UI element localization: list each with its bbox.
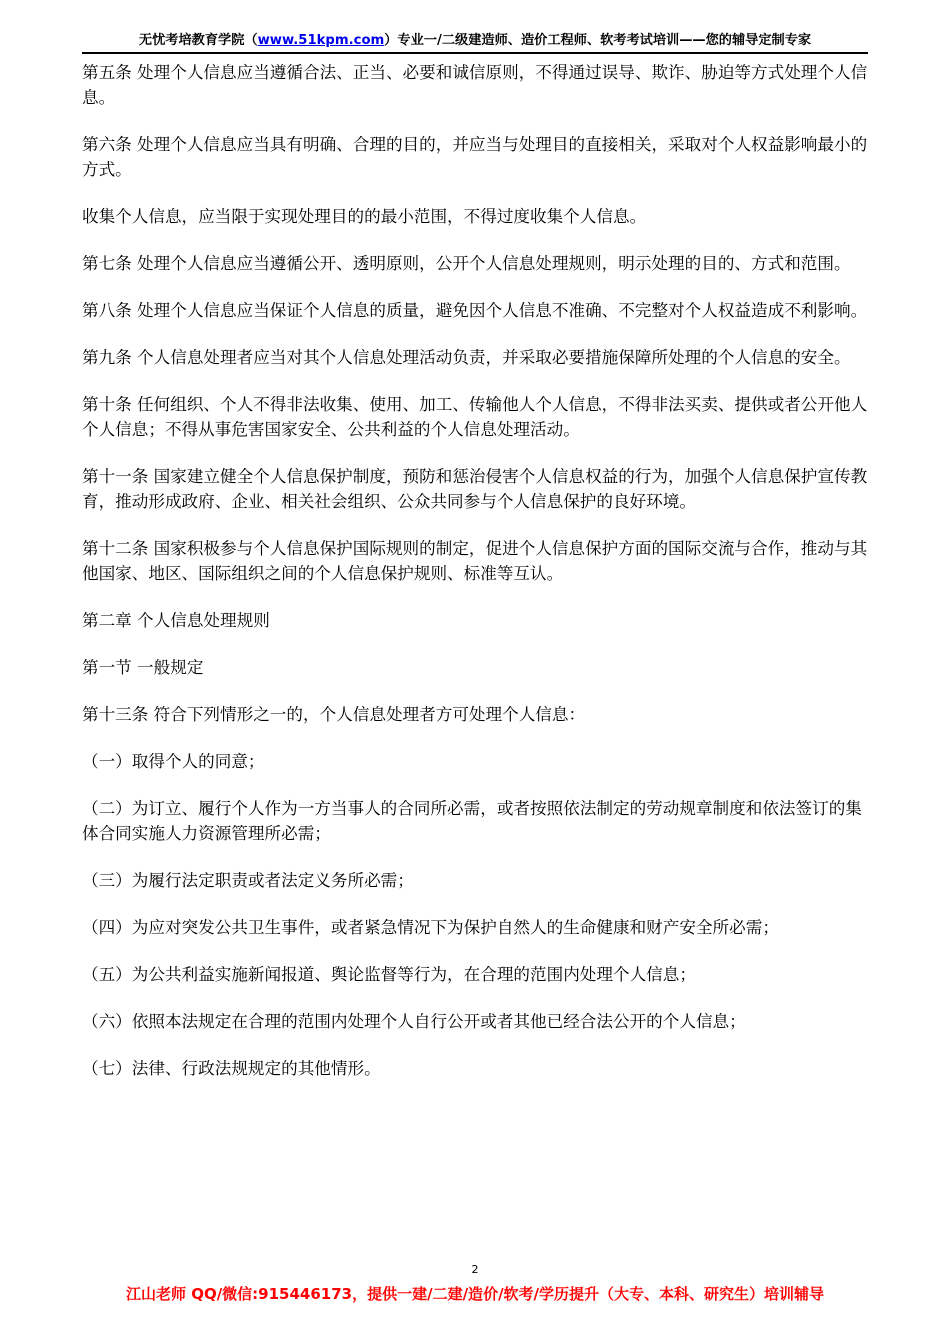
header-link[interactable]: www.51kpm.com [257, 33, 385, 48]
article-9: 第九条 个人信息处理者应当对其个人信息处理活动负责，并采取必要措施保障所处理的个人信息的安全。 [82, 348, 851, 367]
section-heading: 第一节 一般规定 [82, 658, 204, 677]
page-footer: 江山老师 QQ/微信:915446173，提供一建/二建/造价/软考/学历提升（大专、本科、研究生）培训辅导 [125, 1285, 825, 1303]
header-prefix: 无忧考培教育学院（ [138, 33, 258, 48]
article-13: 第十三条 符合下列情形之一的，个人信息处理者方可处理个人信息： [82, 705, 586, 724]
article-8: 第八条 处理个人信息应当保证个人信息的质量，避免因个人信息不准确、不完整对个人权益造成不利影响。 [82, 301, 868, 320]
list-item: （三）为履行法定职责或者法定义务所必需； [82, 871, 414, 890]
article-12: 第十二条 国家积极参与个人信息保护国际规则的制定，促进个人信息保护方面的国际交流与合作，推动与其他国家、地区、国际组织之间的个人信息保护规则、标准等互认。 [82, 539, 868, 583]
list-item: （二）为订立、履行个人作为一方当事人的合同所必需，或者按照依法制定的劳动规章制度和依法签订的集体合同实施人力资源管理所必需； [82, 799, 862, 843]
header-suffix: ）专业一/二级建造师、造价工程师、软考考试培训——您的辅导定制专家 [384, 33, 812, 48]
chapter-heading: 第二章 个人信息处理规则 [82, 611, 270, 630]
list-item: （六）依照本法规定在合理的范围内处理个人自行公开或者其他已经合法公开的个人信息； [82, 1012, 746, 1031]
list-item: （四）为应对突发公共卫生事件，或者紧急情况下为保护自然人的生命健康和财产安全所必需； [82, 918, 779, 937]
list-item: （五）为公共利益实施新闻报道、舆论监督等行为，在合理的范围内处理个人信息； [82, 965, 696, 984]
page-number: 2 [471, 1263, 479, 1276]
article-6: 第六条 处理个人信息应当具有明确、合理的目的，并应当与处理目的直接相关，采取对个人权益影响最小的方式。 [82, 135, 868, 179]
list-item: （七）法律、行政法规规定的其他情形。 [82, 1059, 381, 1078]
list-item: （一）取得个人的同意； [82, 752, 265, 771]
article-7: 第七条 处理个人信息应当遵循公开、透明原则，公开个人信息处理规则，明示处理的目的、方式和范围。 [82, 254, 851, 273]
page-header [82, 30, 868, 54]
article-10: 第十条 任何组织、个人不得非法收集、使用、加工、传输他人个人信息，不得非法买卖、提供或者公开他人个人信息；不得从事危害国家安全、公共利益的个人信息处理活动。 [82, 395, 868, 439]
article-6-para-2: 收集个人信息，应当限于实现处理目的的最小范围，不得过度收集个人信息。 [82, 207, 647, 226]
article-5: 第五条 处理个人信息应当遵循合法、正当、必要和诚信原则，不得通过误导、欺诈、胁迫等方式处理个人信息。 [82, 63, 868, 107]
document-body [82, 60, 868, 1103]
article-11: 第十一条 国家建立健全个人信息保护制度，预防和惩治侵害个人信息权益的行为，加强个人信息保护宣传教育，推动形成政府、企业、相关社会组织、公众共同参与个人信息保护的良好环境。 [82, 467, 868, 511]
